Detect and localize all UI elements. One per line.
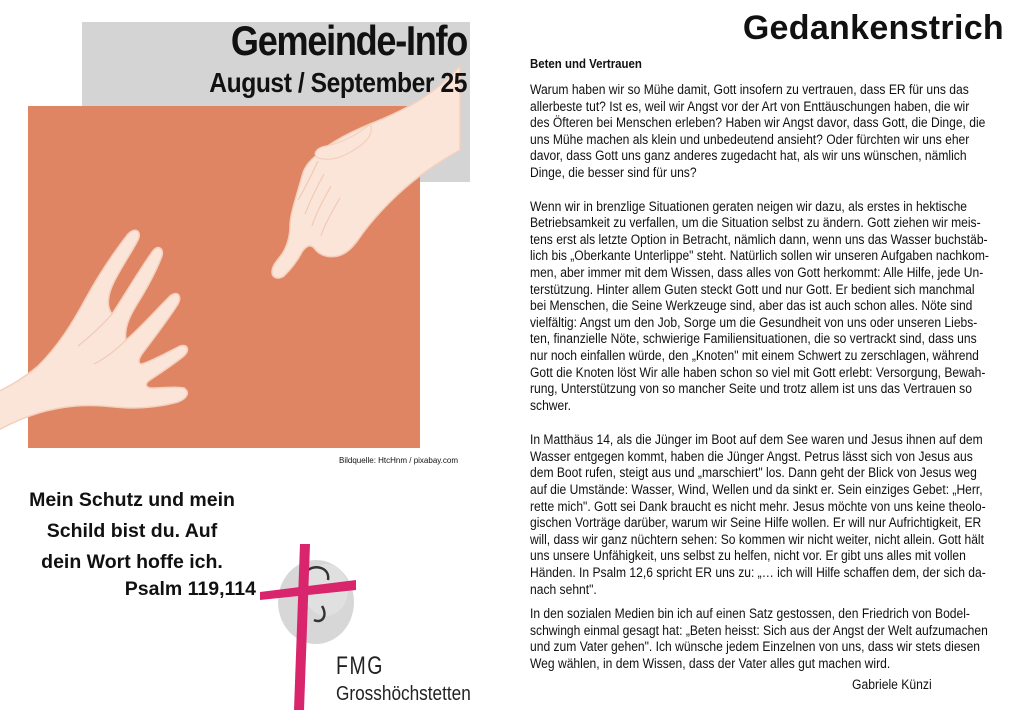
text-line: Händen. In Psalm 12,6 spricht ER uns zu: „… ich will Hilfe schaffen dem, der sich da- bbox=[530, 565, 986, 581]
text-line: Betriebsamkeit zu verfallen, um die Situation selbst zu ändern. Gott ziehen wir meis- bbox=[530, 215, 981, 231]
article-paragraph bbox=[530, 82, 1016, 182]
text-line: terstützung. Hinter allem Guten steckt Gott und nur Gott. Er bedient sich manchmal bbox=[530, 281, 975, 297]
text-line: uns Mühe machen als klein und unbedeutend ansieht? Oder fürchten wir uns eher bbox=[530, 131, 970, 147]
text-line: In Matthäus 14, als die Jünger im Boot auf dem See waren und Jesus ihnen auf dem bbox=[530, 432, 983, 448]
reaching-hands-icon bbox=[28, 106, 420, 448]
text-line: Weg wählen, in dem Wissen, dass der Vater alles gut machen wird. bbox=[530, 656, 891, 671]
verse-line: Mein Schutz und mein bbox=[29, 489, 235, 511]
article-paragraph bbox=[530, 199, 1016, 415]
logo-place: Grosshöchstetten bbox=[336, 683, 471, 705]
section-title: Gedankenstrich bbox=[742, 9, 1004, 47]
page-title: Gemeinde-Info bbox=[230, 17, 467, 64]
text-line: schwer. bbox=[530, 397, 571, 413]
text-line: Warum haben wir so Mühe damit, Gott insofern zu vertrauen, dass ER für uns das bbox=[530, 82, 969, 97]
text-line: und zum Vater gehen". Ich wünsche jedem Einzelnen von uns, dass wir stets diesen bbox=[530, 639, 981, 655]
text-line: bei Menschen, die Seine Werkzeuge sind, aber das ist auch schon alles. Nöte sind bbox=[530, 298, 973, 314]
article-paragraph bbox=[530, 432, 1016, 598]
text-line: davor, dass Gott uns ganz anderes zugedacht hat, als wir uns wünschen, nämlich bbox=[530, 148, 967, 164]
text-line: Gott die Knoten löst Wir alle haben schon so viel mit Gott erlebt: Versorgung, Bewah- bbox=[530, 364, 986, 380]
church-logo bbox=[256, 540, 486, 716]
text-line: rette mich". Gott sei Dank braucht es nicht mehr. Jesus möchte von uns keine theolo- bbox=[530, 498, 986, 514]
text-line: nur noch einfallen würde, den „Knoten" mit einem Schwert zu zerschlagen, während bbox=[530, 347, 979, 363]
text-line: schwingh einmal gesagt hat: „Beten heisst: Sich aus der Angst der Welt aufzumachen bbox=[530, 622, 988, 638]
verse-line: Schild bist du. Auf bbox=[46, 520, 218, 542]
article-title: Beten und Vertrauen bbox=[530, 56, 642, 71]
image-credit: Bildquelle: HtcHnm / pixabay.com bbox=[339, 456, 459, 465]
issue-date: August / September 25 bbox=[209, 67, 467, 98]
text-line: Dinge, die besser sind für uns? bbox=[530, 164, 697, 180]
text-line: vielfältig: Angst um den Job, Sorge um die Gesundheit von uns oder unseren Liebs- bbox=[530, 314, 978, 330]
text-line: tens erst als letzte Option in Betracht, nämlich dann, wenn uns das Wasser buchstäb- bbox=[530, 231, 988, 247]
logo-name: FMG bbox=[336, 652, 385, 680]
text-line: uns unsere Unfähigkeit, uns selbst zu helfen, nicht vor. Er gibt uns alles mit vollen bbox=[530, 548, 966, 564]
text-line: lich bis „Oberkante Unterlippe" steht. Natürlich sollen wir unseren Aufgaben nachkom- bbox=[530, 248, 989, 264]
text-line: allerbeste tut? Ist es, weil wir Angst vor der Art von Enttäuschungen haben, die wir bbox=[530, 98, 970, 114]
text-line: des Öfteren bei Menschen erleben? Haben wir Angst davor, dass Gott, die Dinge, die bbox=[530, 115, 986, 131]
article-paragraph bbox=[530, 606, 1016, 672]
hands-image bbox=[28, 106, 420, 448]
text-line: men, aber immer mit dem Wissen, dass alles von Gott herkommt: Alle Hilfe, jede Un- bbox=[530, 264, 984, 280]
text-line: In den sozialen Medien bin ich auf einen Satz gestossen, den Friedrich von Bodel- bbox=[530, 606, 970, 622]
text-line: gischen Vorträge darüber, warum wir Seine Hilfe wollen. Er will nur Aufrichtigkeit, ER bbox=[530, 515, 982, 531]
text-line: Wenn wir in brenzlige Situationen geraten neigen wir dazu, als erstes in hektische bbox=[530, 198, 968, 214]
text-line: will, dass wir ganz nüchtern sehen: So kommen wir nicht weiter, nicht allein. Gott hält bbox=[530, 531, 984, 547]
verse-reference: Psalm 119,114 bbox=[124, 578, 256, 600]
text-line: dem Boot rufen, steigt aus und „marschiert" los. Dann geht der Blick von Jesus weg bbox=[530, 465, 977, 481]
text-line: rung, Unterstützung von so mancher Seite und trotz allem ist uns das Vertrauen so bbox=[530, 381, 972, 397]
text-line: Wasser entgegen kommt, haben die Jünger Angst. Petrus lässt sich von Jesus aus bbox=[530, 448, 973, 464]
article bbox=[530, 56, 1016, 673]
text-line: nach sehnt". bbox=[530, 581, 597, 597]
text-line: ten, finanzielle Nöte, schwierige Familiensituationen, die so vertrackt sind, dass uns bbox=[530, 331, 977, 347]
text-line: auf die Umstände: Wasser, Wind, Wellen und da sinkt er. Sein einziges Gebet: „Herr, bbox=[530, 482, 983, 498]
verse-line: dein Wort hoffe ich. bbox=[41, 551, 223, 573]
bible-verse bbox=[14, 485, 250, 578]
article-author: Gabriele Künzi bbox=[852, 677, 932, 692]
